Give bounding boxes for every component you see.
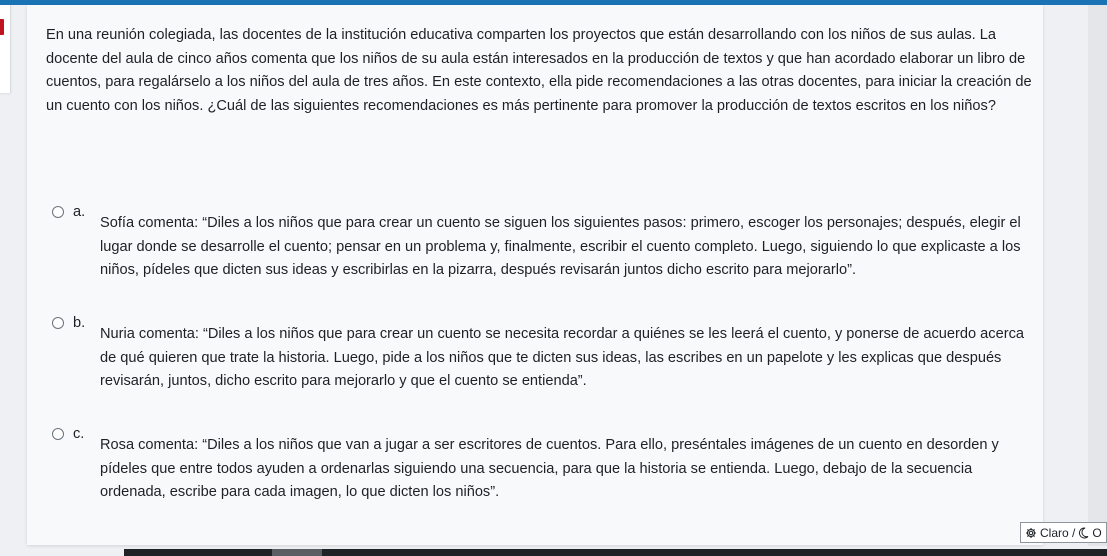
theme-dark-label: O bbox=[1092, 525, 1102, 540]
moon-icon bbox=[1078, 527, 1089, 539]
theme-light-label: Claro / bbox=[1040, 525, 1076, 540]
radio-b[interactable] bbox=[52, 317, 64, 329]
answer-letter: a. bbox=[73, 204, 86, 220]
answer-text[interactable]: Nuria comenta: “Diles a los niños que para crear un cuento se necesita recordar a quiénes se les leerá el cuento, y ponerse de acuerdo acerca de qué quieren que trate la historia. Luego, pide a los niños que te dicten sus ideas, las escribes en un papelote y les explicas que después revisarán, juntos, dicho escrito para mejorarlo y que el cuento se entienda”. bbox=[100, 326, 1024, 389]
gear-icon bbox=[1025, 527, 1037, 539]
answer-letter: c. bbox=[73, 426, 85, 442]
page-scrollbar[interactable] bbox=[1088, 5, 1107, 546]
answer-text[interactable]: Sofía comenta: “Diles a los niños que para crear un cuento se siguen los siguientes pasos: primero, escoger los personajes; después, elegir el lugar donde se desarrolle el cuento; pensar en un problema y, finalmente, escribir el cuento completo. Luego, siguiendo lo que explicaste a los niños, pídeles que dicten sus ideas y escribirlas en la pizarra, después revisarán juntos dicho escrito para mejorarlo”. bbox=[100, 215, 1021, 278]
horizontal-scrollbar-thumb[interactable] bbox=[272, 549, 322, 556]
question-info-panel bbox=[0, 5, 11, 93]
answer-letter: b. bbox=[73, 315, 86, 331]
theme-toggle-button[interactable] bbox=[1020, 522, 1107, 543]
radio-c[interactable] bbox=[52, 428, 64, 440]
question-text: En una reunión colegiada, las docentes de la institución educativa comparten los proyectos que están desarrollando con los niños de sus aulas. La docente del aula de cinco años comenta que los niños de su aula están interesados en la producción de textos y que han acordado elaborar un libro de cuentos, para regalárselo a los niños del aula de tres años. En este contexto, ella pide recomendaciones a las otras docentes, para iniciar la creación de un cuento con los niños. ¿Cuál de las siguientes recomendaciones es más pertinente para promover la producción de textos escritos en los niños? bbox=[46, 27, 1032, 114]
answer-text[interactable]: Rosa comenta: “Diles a los niños que van a jugar a ser escritores de cuentos. Para ello, preséntales imágenes de un cuento en desorden y pídeles que entre todos ayuden a ordenarlas siguiendo una secuencia, para que la historia se entienda. Luego, debajo de la secuencia ordenada, escribe para cada imagen, lo que dicten los niños”. bbox=[100, 437, 999, 500]
flag-marker[interactable] bbox=[0, 19, 4, 35]
question-card bbox=[27, 5, 1043, 545]
radio-a[interactable] bbox=[52, 206, 64, 218]
